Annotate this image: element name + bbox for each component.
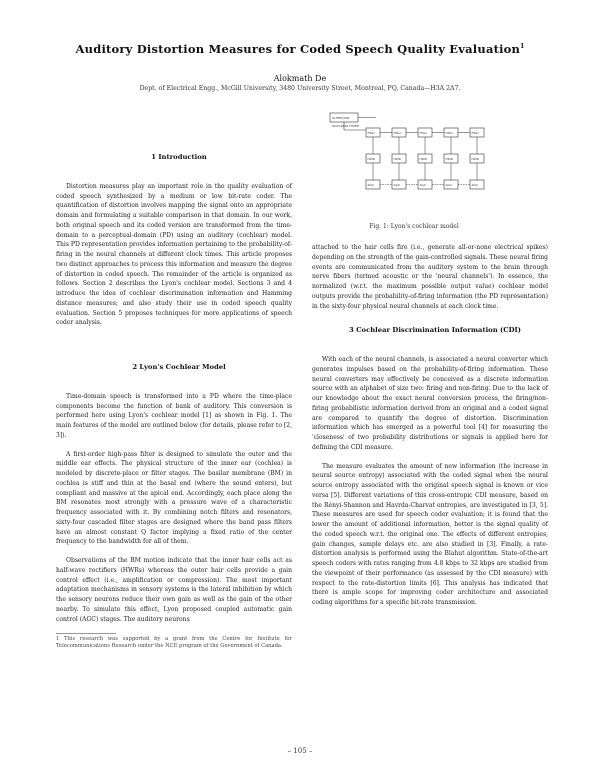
- figure-block-label: HWR: [393, 157, 401, 161]
- figure-block-label: Filter: [419, 131, 427, 135]
- outer-ear-label: OUTER EAR: [332, 116, 350, 120]
- figure-block-label: AGC: [445, 183, 452, 187]
- author-name: Alokmath De: [273, 74, 327, 83]
- section-1-heading: 1 Introduction: [151, 153, 207, 161]
- figure-block-label: Filter: [367, 131, 375, 135]
- high-pass-label: HIGH-PASS FILTER: [332, 124, 359, 128]
- footnote-rule: [56, 633, 116, 634]
- page-number: – 105 –: [287, 747, 313, 755]
- figure-block-label: AGC: [419, 183, 426, 187]
- author-affiliation: Dept. of Electrical Engg., McGill University, 3480 University Street, Montreal, PQ, Canada—H3A 2A7.: [139, 85, 461, 92]
- figure-block-label: Filter: [471, 131, 479, 135]
- figure-block-label: AGC: [367, 183, 374, 187]
- left-column: [56, 153, 292, 650]
- right-intro-paragraph: attached to the hair cells fire (i.e., generate all-or-none electrical spikes) depending on the strength of the gain-controlled signals. These neural firing events are communicated from the auditory system to the brain through nerve fibers (termed acoustic or the 'neural channels'). In essence, the normalized (w.r.t. the maximum possible output value) cochlear model outputs provide the probability-of-firing information (the PD representation) in the sixty-four physical neural channels at each clock time.: [312, 244, 548, 310]
- figure-block-label: Filter: [393, 131, 401, 135]
- lyon-paragraph-1: Time-domain speech is transformed into a PD where the time-place components become the function of bank of auditory. This conversion is performed here using Lyon's cochlear model [1] as shown in Fig. 1. The main features of the model are outlined below (for details, please refer to [2, 3]).: [56, 392, 293, 439]
- cdi-paragraph-1: With each of the neural channels, is associated a neural converter which generates impulses based on the probability-of-firing information. These neural converters may effectively be conceived as a discrete information source with an alphabet of size two: firing and non-firing. Due to the lack of our knowledge about the exact neural conversion process, the firing/non-firing probabilistic information derived from an original and a coded signal are compared to quantify the degree of distortion. Discrimination information which has emerged as a powerful tool [4] for measuring the 'closeness' of two probability distributions or signals is applied here for defining the CDI measure.: [312, 356, 548, 451]
- lyon-paragraph-2: A first-order high-pass filter is designed to simulate the outer and the middle ear effects. The physical structure of the inner ear (cochlea) is modeled by discrete-place or filter stages. The basilar membrane (BM) in cochlea is stiff and thin at the basal end (where the sound enters), but compliant and massive at the apical end. Accordingly, each place along the BM resonates most strongly with a pressure wave of a characteristic frequency associated with it. By combining notch filters and resonators, sixty-four cascaded filter stages are designed where the band pass filters have an almost constant Q factor implying a fixed ratio of the center frequency to the bandwidth for all of them.: [56, 450, 292, 546]
- right-column: [312, 243, 548, 617]
- paper-title: Auditory Distortion Measures for Coded Speech Quality Evaluation$^1$: [75, 42, 525, 56]
- figure-block-label: AGC: [471, 183, 478, 187]
- section-3-heading: 3 Cochlear Discrimination Information (CDI): [349, 326, 521, 335]
- cochlear-model-figure: [326, 110, 502, 214]
- figure-block-label: HWR: [419, 157, 427, 161]
- intro-paragraph: Distortion measures play an important role in the quality evaluation of coded speech synthesized by a medium or low bit-rate coder. The quantification of distortion involves mapping the signal onto an appropriate domain and formulating a suitable comparison in that domain. In our work, both original speech and its coded version are transformed from the time-domain to a perceptual-domain (PD) using an auditory (cochlear) model. This PD representation provides information pertaining to the probability-of-firing in the neural channels at different clock times. This article proposes two distinct approaches to process this information and measure the degree of distortion in coded speech. The remainder of the article is organized as follows. Section 2 describes the Lyon's cochlear model. Sections 3 and 4 introduce the idea of cochlear discrimination information and Hamming distance measures; and also study their use in coded speech quality evaluation. Section 5 proposes techniques for more applications of speech coder analysis.: [56, 182, 292, 327]
- title-footnote-mark: 1: [520, 43, 525, 51]
- cdi-paragraph-2: The measure evaluates the amount of new information (the increase in neural source entropy) associated with the coded signal when the neural source entropy associated with the original speech signal is known or vice versa [5]. Different variations of this cross-entropic CDI measure, based on the Rényi-Shannon and Havrda-Charvat entropies, are investigated in [3, 5]. These measures are used for speech coder evaluation; it is found that the lower the amount of additional information, better is the signal quality of the coded speech w.r.t. the original one. The effects of different entropies, gain changes, sample delays etc. are also studied in [3]. Finally, a rate-distortion analysis is performed using the Blahut algorithm. State-of-the-art speech coders with rates ranging from 4.8 kbps to 32 kbps are studied from the viewpoint of their performance (as assessed by the CDI measure) with respect to the rate-distortion limits [6]. This analysis has indicated that there is ample scope for improving coder architecture and associated coding algorithms for a specific bit-rate transmission.: [312, 462, 548, 606]
- figure-block-label: Filter: [445, 131, 453, 135]
- figure-block-label: HWR: [367, 157, 375, 161]
- footnote: 1 This research was supported by a grant from the Centre for Institute for Telecommunications Research under the NCE program of the Government of Canada.: [56, 636, 292, 650]
- filter-stage-grid: [366, 128, 484, 189]
- lyon-paragraph-3: Observations of the BM motion indicate that the inner hair cells act as half-wave rectifiers (HWRs) whereas the outer hair cells provide a gain control effect (i.e., amplification or compression). The most important adaptation mechanisms in sensory systems is the lateral inhibition by which the sensory neurons reduce their own gain as well as the gain of the other nearby. To simulate this effect, Lyon proposed coupled automatic gain control (AGC) stages. The auditory neurons: [56, 557, 292, 623]
- section-2-heading: 2 Lyon's Cochlear Model: [132, 363, 226, 371]
- figure-block-label: HWR: [471, 157, 479, 161]
- figure-caption: Fig. 1: Lyon's cochlear model: [369, 223, 459, 230]
- figure-block-label: HWR: [445, 157, 453, 161]
- figure-block-label: AGC: [393, 183, 400, 187]
